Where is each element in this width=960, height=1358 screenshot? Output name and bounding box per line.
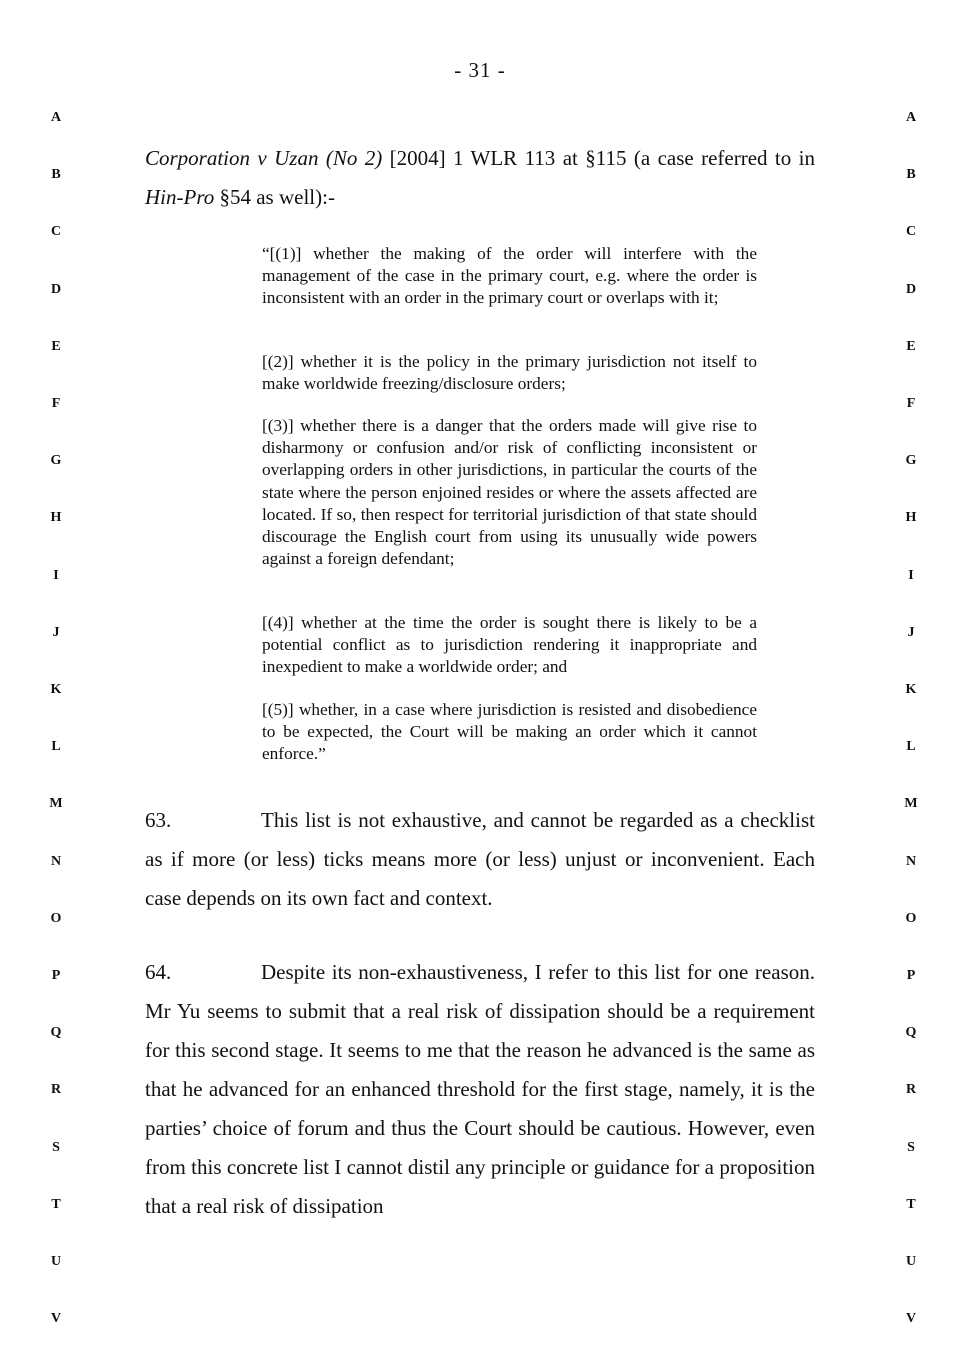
- right-margin-letter-d: D: [905, 281, 917, 297]
- paragraph-number: 63.: [145, 808, 172, 832]
- citation-tail: §54 as well):-: [214, 185, 335, 209]
- quote-item-1: “[(1)] whether the making of the order will interfere with the management of the case in the primary court, e.g. where the order is inconsistent with an order in the primary court or overlaps with it;: [262, 244, 757, 308]
- right-margin-letter-t: T: [906, 1196, 916, 1212]
- paragraph-text: This list is not exhaustive, and cannot be regarded as a checklist as if more (or less) ticks means more (or less) unjust or inconvenient. Each case depends on its own fact and context.: [145, 808, 815, 910]
- quote-item-3: [(3)] whether there is a danger that the orders made will give rise to disharmony or confusion and/or risk of conflicting inconsistent or overlapping orders in other jurisdictions, in particular the courts of the state where the person enjoined resides or where the assets affected are located. If so, then respect for territorial jurisdiction of that state should discourage the English court from using its unusually wide powers against a foreign defendant;: [262, 416, 757, 569]
- paragraph-text: Despite its non-exhaustiveness, I refer to this list for one reason. Mr Yu seems to submit that a real risk of dissipation should be a requirement for this second stage. It seems to me that the reason he advanced is the same as that he advanced for an enhanced threshold for the first stage, namely, it is the parties’ choice of forum and thus the Court should be cautious. However, even from this concrete list I cannot distil any principle or guidance for a proposition that a real risk of dissipation: [145, 960, 815, 1218]
- case-short-name: Hin-Pro: [145, 185, 215, 209]
- left-margin-letter-l: L: [51, 739, 61, 755]
- left-margin-letter-v: V: [50, 1311, 62, 1327]
- left-margin-letter-r: R: [50, 1082, 62, 1098]
- left-margin-letter-b: B: [51, 167, 61, 183]
- quote-item-2: [(2)] whether it is the policy in the primary jurisdiction not itself to make worldwide freezing/disclosure orders;: [262, 352, 757, 394]
- intro-paragraph: [145, 139, 815, 217]
- left-margin-letter-u: U: [50, 1254, 62, 1269]
- right-margin-letter-p: P: [906, 968, 916, 983]
- right-margin-letter-n: N: [905, 853, 917, 869]
- left-margin-letter-a: A: [50, 110, 62, 125]
- left-margin-letter-s: S: [52, 1139, 60, 1155]
- left-margin-letter-p: P: [51, 968, 61, 983]
- page-number: - 31 -: [454, 58, 506, 82]
- right-margin-letter-o: O: [905, 910, 917, 926]
- right-margin-letter-e: E: [906, 338, 916, 354]
- right-margin-letter-l: L: [906, 739, 916, 755]
- right-margin-letter-a: A: [905, 110, 917, 125]
- paragraph-63: [145, 801, 815, 918]
- left-margin-letter-n: N: [50, 853, 62, 869]
- left-margin-letter-k: K: [50, 682, 62, 697]
- left-margin-letter-t: T: [51, 1196, 61, 1212]
- right-margin-letter-f: F: [906, 396, 916, 411]
- paragraph-number: 64.: [145, 960, 172, 984]
- citation: [2004] 1 WLR 113 at §115 (a case referred to in: [382, 146, 815, 170]
- left-margin-letter-q: Q: [50, 1025, 62, 1041]
- right-margin-letter-g: G: [905, 453, 917, 469]
- left-margin-letter-c: C: [50, 224, 62, 240]
- left-margin-letter-j: J: [52, 624, 60, 640]
- left-margin-letter-m: M: [49, 796, 63, 812]
- right-margin-letter-q: Q: [905, 1025, 917, 1041]
- left-margin-letter-o: O: [50, 910, 62, 926]
- left-margin-letter-f: F: [51, 396, 61, 411]
- left-margin-letter-g: G: [50, 453, 62, 469]
- right-margin-letter-s: S: [907, 1139, 915, 1155]
- quote-item-4: [(4)] whether at the time the order is sought there is likely to be a potential conflict as to jurisdiction rendering it inappropriate and inexpedient to make a worldwide order; and: [262, 613, 757, 677]
- left-margin-letter-h: H: [50, 510, 62, 526]
- right-margin-letter-c: C: [905, 224, 917, 240]
- right-margin-letter-m: M: [904, 796, 918, 812]
- left-margin-letter-d: D: [50, 281, 62, 297]
- quote-item-5: [(5)] whether, in a case where jurisdiction is resisted and disobedience to be expected, the Court will be making an order which it cannot enforce.”: [262, 700, 757, 764]
- left-margin-letter-i: I: [53, 567, 59, 583]
- paragraph-64: [145, 953, 815, 1226]
- case-name: Corporation v Uzan (No 2): [145, 146, 383, 170]
- right-margin-letter-j: J: [907, 624, 915, 640]
- right-margin-letter-b: B: [906, 167, 916, 183]
- right-margin-letter-u: U: [905, 1254, 917, 1269]
- left-margin-letter-e: E: [51, 338, 61, 354]
- right-margin-letter-i: I: [908, 567, 914, 583]
- right-margin-letter-v: V: [905, 1311, 917, 1327]
- right-margin-letter-r: R: [905, 1082, 917, 1098]
- right-margin-letter-k: K: [905, 682, 917, 697]
- right-margin-letter-h: H: [905, 510, 917, 526]
